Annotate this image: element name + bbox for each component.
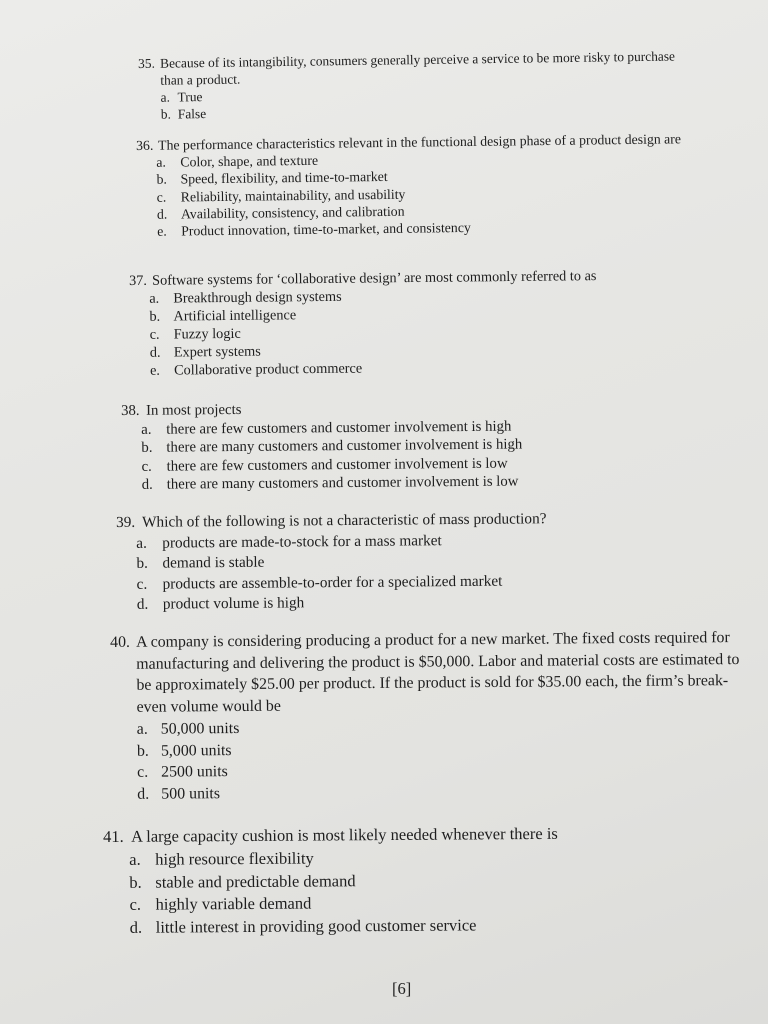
option-letter: d. bbox=[137, 785, 150, 803]
option-text: there are many customers and customer involvement is low bbox=[166, 473, 519, 493]
option-letter: b. bbox=[136, 742, 149, 760]
option-letter: d. bbox=[149, 344, 161, 361]
option-text: 2500 units bbox=[161, 763, 228, 781]
question-stem bbox=[110, 627, 745, 719]
answer-option-c bbox=[129, 891, 613, 917]
option-letter: b. bbox=[129, 872, 142, 892]
answer-option-d bbox=[137, 779, 745, 805]
option-letter: b. bbox=[136, 554, 148, 573]
option-letter: a. bbox=[156, 154, 166, 170]
answer-options bbox=[160, 81, 686, 122]
option-letter: c. bbox=[136, 575, 148, 593]
answer-options bbox=[141, 416, 592, 494]
answer-option-d bbox=[142, 472, 592, 495]
answer-options bbox=[156, 147, 692, 240]
answer-option-d bbox=[137, 591, 607, 616]
option-text: 500 units bbox=[161, 785, 221, 803]
question-number: 38. bbox=[121, 402, 140, 419]
option-letter: a. bbox=[160, 89, 170, 105]
question-40 bbox=[110, 627, 745, 806]
option-text: there are few customers and customer involvement is high bbox=[166, 418, 512, 438]
option-letter: b. bbox=[160, 106, 171, 122]
option-text: Breakthrough design systems bbox=[173, 288, 342, 307]
answer-option-a bbox=[129, 845, 613, 871]
question-text: Software systems for ‘collaborative design’ are most commonly referred to as bbox=[152, 268, 597, 289]
question-text: In most projects bbox=[146, 401, 242, 419]
option-text: little interest in providing good customer service bbox=[155, 915, 477, 937]
option-letter: d. bbox=[129, 917, 143, 938]
option-letter: a. bbox=[136, 534, 147, 552]
option-text: stable and predictable demand bbox=[155, 870, 356, 892]
question-number: 41. bbox=[103, 826, 124, 846]
question-number: 39. bbox=[116, 513, 136, 531]
question-41 bbox=[103, 822, 614, 940]
option-letter: c. bbox=[156, 189, 167, 205]
answer-option-d bbox=[130, 914, 614, 940]
option-letter: e. bbox=[149, 362, 161, 379]
question-number: 36. bbox=[136, 137, 154, 153]
question-35 bbox=[138, 47, 687, 123]
option-text: there are many customers and customer involvement is high bbox=[166, 436, 523, 456]
question-number: 37. bbox=[129, 272, 148, 289]
option-text: Product innovation, time-to-market, and consistency bbox=[181, 219, 471, 239]
option-letter: c. bbox=[129, 895, 142, 915]
page-number: [6] bbox=[392, 979, 412, 998]
question-number: 35. bbox=[138, 55, 155, 71]
question-38 bbox=[121, 398, 592, 495]
option-text: there are few customers and customer involvement is low bbox=[166, 455, 508, 475]
answer-options bbox=[137, 714, 746, 806]
question-text: Which of the following is not a characteristic of mass production? bbox=[142, 510, 547, 531]
option-letter: c. bbox=[137, 763, 149, 782]
option-text: Availability, consistency, and calibration bbox=[180, 203, 405, 222]
option-text: Expert systems bbox=[173, 343, 261, 361]
option-text: Color, shape, and texture bbox=[180, 152, 319, 170]
option-text: 5,000 units bbox=[160, 741, 232, 760]
option-text: True bbox=[177, 89, 203, 105]
question-text: The performance characteristics relevant in the functional design phase of a product design are bbox=[158, 131, 682, 153]
option-text: products are assemble-to-order for a specialized market bbox=[162, 572, 503, 593]
option-text: products are made-to-stock for a mass market bbox=[162, 531, 442, 552]
option-letter: d. bbox=[141, 477, 153, 494]
option-letter: a. bbox=[129, 849, 141, 869]
option-letter: d. bbox=[156, 206, 168, 222]
option-letter: e. bbox=[157, 223, 167, 239]
question-text: A large capacity cushion is most likely needed whenever there is bbox=[131, 823, 558, 846]
question-37 bbox=[129, 266, 665, 380]
option-letter: b. bbox=[141, 439, 153, 457]
option-text: Reliability, maintainability, and usability bbox=[180, 186, 406, 205]
option-letter: d. bbox=[136, 596, 149, 614]
question-number: 40. bbox=[110, 633, 131, 651]
option-text: Artificial intelligence bbox=[173, 307, 297, 325]
option-letter: b. bbox=[149, 308, 161, 325]
option-text: 50,000 units bbox=[160, 719, 240, 738]
option-text: Fuzzy logic bbox=[173, 325, 241, 343]
option-text: False bbox=[177, 106, 207, 122]
option-letter: a. bbox=[149, 290, 160, 307]
answer-options bbox=[136, 529, 607, 615]
option-text: high resource flexibility bbox=[155, 848, 314, 869]
question-39 bbox=[116, 509, 607, 616]
answer-option-b bbox=[129, 868, 613, 894]
question-36 bbox=[136, 130, 692, 240]
question-text: Because of its intangibility, consumers generally perceive a service to be more risky to purchase than a product. bbox=[160, 48, 676, 88]
question-text: A company is considering producing a product for a new market. The fixed costs required for manufacturing and delivering the product is $50,000. Labor and material costs are estimated to be approximately $25.00 per product. If the product is sold for $35.00 each, the firm’s break-even volume would be bbox=[136, 629, 740, 716]
option-text: demand is stable bbox=[162, 553, 265, 572]
option-text: product volume is high bbox=[162, 594, 305, 613]
option-letter: c. bbox=[149, 326, 160, 343]
option-text: highly variable demand bbox=[155, 893, 312, 915]
option-letter: a. bbox=[136, 720, 148, 738]
option-letter: b. bbox=[156, 172, 167, 188]
option-text: Speed, flexibility, and time-to-market bbox=[180, 169, 388, 187]
option-text: Collaborative product commerce bbox=[173, 360, 363, 379]
answer-options bbox=[149, 284, 665, 379]
option-letter: a. bbox=[141, 421, 152, 438]
option-letter: c. bbox=[141, 458, 152, 475]
answer-options bbox=[129, 845, 614, 940]
